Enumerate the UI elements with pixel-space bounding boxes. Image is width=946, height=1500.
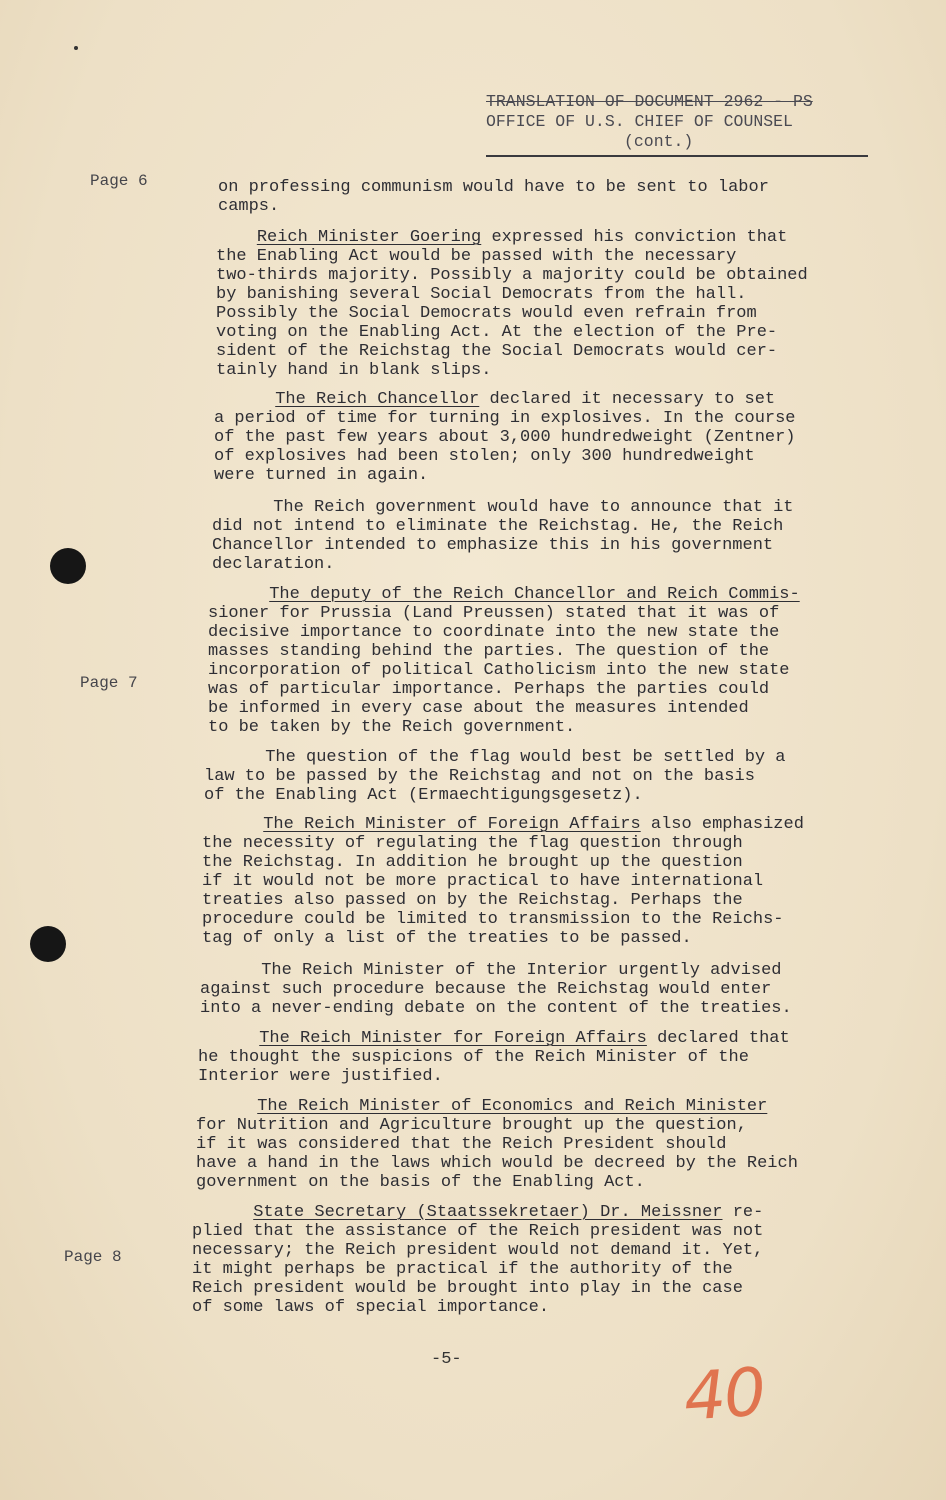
- para-line: Interior were justified.: [198, 1067, 443, 1086]
- para-line: Chancellor intended to emphasize this in his government: [212, 536, 774, 555]
- header-rule: [486, 155, 868, 157]
- page-number: -5-: [431, 1350, 462, 1369]
- paragraph-interior: [200, 961, 792, 1018]
- para-line: if it was considered that the Reich President should: [196, 1135, 727, 1154]
- para-line-rest: declared it necessary to set: [479, 390, 776, 409]
- header-line-1: TRANSLATION OF DOCUMENT 2962 - PS: [486, 92, 813, 111]
- margin-page-7: Page 7: [80, 674, 138, 692]
- para-line-rest: declared that: [646, 1029, 790, 1048]
- para-line: the Reichstag. In addition he brought up the question: [202, 853, 743, 872]
- speaker-foreign-affairs: The Reich Minister of Foreign Affairs: [263, 815, 641, 834]
- para-line: of some laws of special importance.: [192, 1298, 550, 1317]
- paragraph-foreign-affairs: [202, 815, 804, 948]
- paragraph-deputy: [208, 585, 800, 737]
- para-line: procedure could be limited to transmission to the Reichs-: [202, 910, 784, 929]
- para-line: incorporation of political Catholicism into the new state: [208, 661, 790, 680]
- para-line: the necessity of regulating the flag question through: [202, 834, 743, 853]
- para-line: of the past few years about 3,000 hundredweight (Zentner): [214, 428, 796, 447]
- para-line: government on the basis of the Enabling Act.: [196, 1173, 645, 1192]
- para-line: tainly hand in blank slips.: [216, 361, 492, 380]
- paragraph-reich-government: [212, 498, 794, 574]
- para-line: plied that the assistance of the Reich president was not: [192, 1222, 764, 1241]
- para-line: by banishing several Social Democrats from the hall.: [216, 285, 747, 304]
- paragraph-goering: [216, 228, 808, 380]
- handwritten-stamp-number: 40: [681, 1353, 767, 1436]
- paragraph-meissner: [192, 1203, 763, 1317]
- para-line: of the Enabling Act (Ermaechtigungsgesetz).: [204, 786, 643, 805]
- para-line: camps.: [218, 197, 280, 216]
- header-line-3: (cont.): [624, 132, 694, 151]
- margin-page-8: Page 8: [64, 1248, 122, 1266]
- para-line: Possibly the Social Democrats would even refrain from: [216, 304, 757, 323]
- para-line: into a never-ending debate on the content of the treaties.: [200, 999, 792, 1018]
- para-line: declaration.: [212, 555, 335, 574]
- para-line: necessary; the Reich president would not demand it. Yet,: [192, 1241, 764, 1260]
- para-line: did not intend to eliminate the Reichstag. He, the Reich: [212, 517, 784, 536]
- para-line: two-thirds majority. Possibly a majority could be obtained: [216, 266, 808, 285]
- punch-hole-bottom: [30, 926, 66, 962]
- punch-hole-top: [50, 548, 86, 584]
- para-line: be informed in every case about the measures intended: [208, 699, 749, 718]
- speaker-chancellor: The Reich Chancellor: [275, 390, 480, 409]
- para-line: The Reich Minister of the Interior urgently advised: [261, 961, 782, 980]
- para-line: were turned in again.: [214, 466, 429, 485]
- speck: [74, 46, 78, 50]
- para-line: it might perhaps be practical if the authority of the: [192, 1260, 733, 1279]
- para-line: decisive importance to coordinate into the new state the: [208, 623, 780, 642]
- para-line: Reich president would be brought into play in the case: [192, 1279, 743, 1298]
- para-line: tag of only a list of the treaties to be passed.: [202, 929, 692, 948]
- para-line: sident of the Reichstag the Social Democrats would cer-: [216, 342, 778, 361]
- para-line: to be taken by the Reich government.: [208, 718, 576, 737]
- paragraph-economics: [196, 1097, 798, 1192]
- para-line: for Nutrition and Agriculture brought up the question,: [196, 1116, 747, 1135]
- para-line: sioner for Prussia (Land Preussen) stated that it was of: [208, 604, 780, 623]
- speaker-foreign-affairs-2: The Reich Minister for Foreign Affairs: [259, 1029, 647, 1048]
- para-line-rest: expressed his conviction that: [481, 228, 788, 247]
- para-line: have a hand in the laws which would be decreed by the Reich: [196, 1154, 798, 1173]
- speaker-economics: The Reich Minister of Economics and Reich Minister: [257, 1097, 768, 1116]
- speaker-goering: Reich Minister Goering: [256, 228, 482, 247]
- para-line: was of particular importance. Perhaps the parties could: [208, 680, 770, 699]
- paragraph-foreign-affairs-2: [198, 1029, 790, 1086]
- para-line-rest: re-: [722, 1203, 764, 1222]
- para-line: against such procedure because the Reichstag would enter: [200, 980, 772, 999]
- document-header: [486, 92, 868, 157]
- para-line: voting on the Enabling Act. At the election of the Pre-: [216, 323, 778, 342]
- speaker-deputy: The deputy of the Reich Chancellor and Reich Commis-: [269, 585, 800, 604]
- paragraph-chancellor: [214, 390, 796, 485]
- paragraph-flag: [204, 748, 786, 805]
- para-line: he thought the suspicions of the Reich Minister of the: [198, 1048, 749, 1067]
- para-line: masses standing behind the parties. The question of the: [208, 642, 770, 661]
- header-line-2: OFFICE OF U.S. CHIEF OF COUNSEL: [486, 112, 793, 131]
- para-line: a period of time for turning in explosives. In the course: [214, 409, 796, 428]
- paragraph-1: [218, 178, 769, 216]
- para-line: if it would not be more practical to have international: [202, 872, 764, 891]
- para-line: law to be passed by the Reichstag and not on the basis: [204, 767, 755, 786]
- para-line-rest: also emphasized: [640, 815, 804, 834]
- speaker-meissner: State Secretary (Staatssekretaer) Dr. Meissner: [253, 1203, 723, 1222]
- margin-page-6: Page 6: [90, 172, 148, 190]
- para-line: treaties also passed on by the Reichstag. Perhaps the: [202, 891, 743, 910]
- para-line: The Reich government would have to announce that it: [273, 498, 794, 517]
- para-line: of explosives had been stolen; only 300 hundredweight: [214, 447, 755, 466]
- para-line: on professing communism would have to be sent to labor: [218, 178, 769, 197]
- para-line: The question of the flag would best be settled by a: [265, 748, 786, 767]
- para-line: the Enabling Act would be passed with the necessary: [216, 247, 737, 266]
